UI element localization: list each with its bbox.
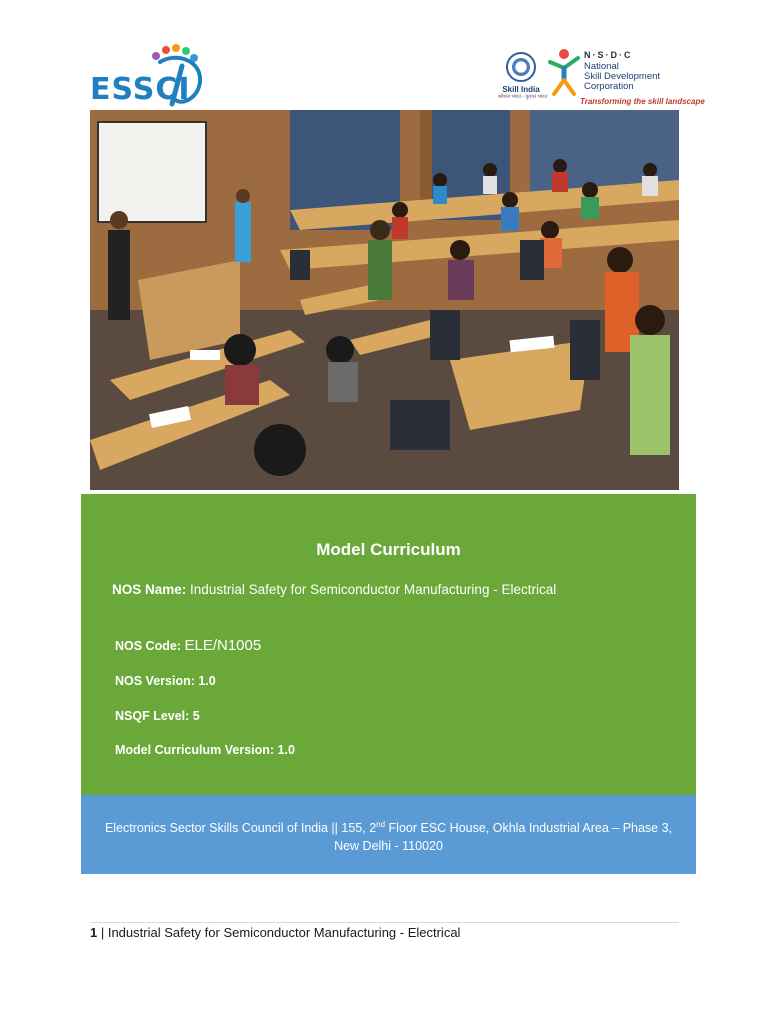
nos-name-value: Industrial Safety for Semiconductor Manufacturing - Electrical: [190, 582, 557, 597]
address-line1-superscript: nd: [376, 820, 386, 829]
address-line1-part1: Electronics Sector Skills Council of India || 155, 2: [104, 821, 377, 836]
model-curriculum-version-text: Model Curriculum Version: 1.0: [115, 743, 295, 757]
skill-india-subtext: कौशल भारत - कुशल भारत: [498, 94, 548, 100]
nsdc-name: [584, 62, 660, 92]
skill-india-emblem-icon: [506, 52, 536, 82]
footer-divider: [90, 922, 679, 923]
footer-separator: |: [97, 925, 108, 940]
essci-logo-text: ESSCI: [90, 72, 191, 107]
address-text: [81, 816, 696, 855]
nsdc-abbr: N·S·D·C: [584, 50, 633, 60]
nos-name-row: [112, 582, 556, 597]
nsdc-tagline: Transforming the skill landscape: [580, 97, 705, 106]
footer-title: Industrial Safety for Semiconductor Manufacturing - Electrical: [107, 925, 461, 940]
nos-code-row: [115, 637, 261, 654]
page-title: Model Curriculum: [316, 540, 461, 559]
nos-name-label: NOS Name:: [112, 582, 187, 597]
model-curriculum-version: [115, 743, 295, 757]
nos-code-value: ELE/N1005: [184, 637, 262, 654]
curriculum-info-panel: [81, 494, 696, 795]
address-line2: New Delhi - 110020: [334, 839, 443, 854]
nsqf-level-text: NSQF Level: 5: [115, 709, 200, 723]
page-footer: [90, 925, 460, 940]
nsdc-figure-icon: [546, 48, 582, 96]
page-number: 1: [90, 925, 98, 940]
nsqf-level: [115, 709, 200, 723]
nos-version-text: NOS Version: 1.0: [115, 674, 216, 688]
skill-india-label: Skill India: [502, 85, 540, 94]
address-line1-part2: Floor ESC House, Okhla Industrial Area – Phase 3,: [385, 821, 673, 836]
nsdc-name-line3: Corporation: [584, 81, 634, 92]
address-line1: [81, 816, 696, 837]
nos-version: [115, 674, 216, 688]
nsdc-name-line1: National: [584, 61, 619, 72]
address-panel: [81, 795, 696, 874]
skill-india-logo: [498, 52, 548, 108]
nsdc-logo: [546, 48, 705, 110]
essci-logo: [90, 44, 214, 110]
nsdc-name-line2: Skill Development: [584, 71, 661, 82]
nos-code-label: NOS Code:: [115, 639, 181, 653]
classroom-photo: [90, 110, 679, 490]
